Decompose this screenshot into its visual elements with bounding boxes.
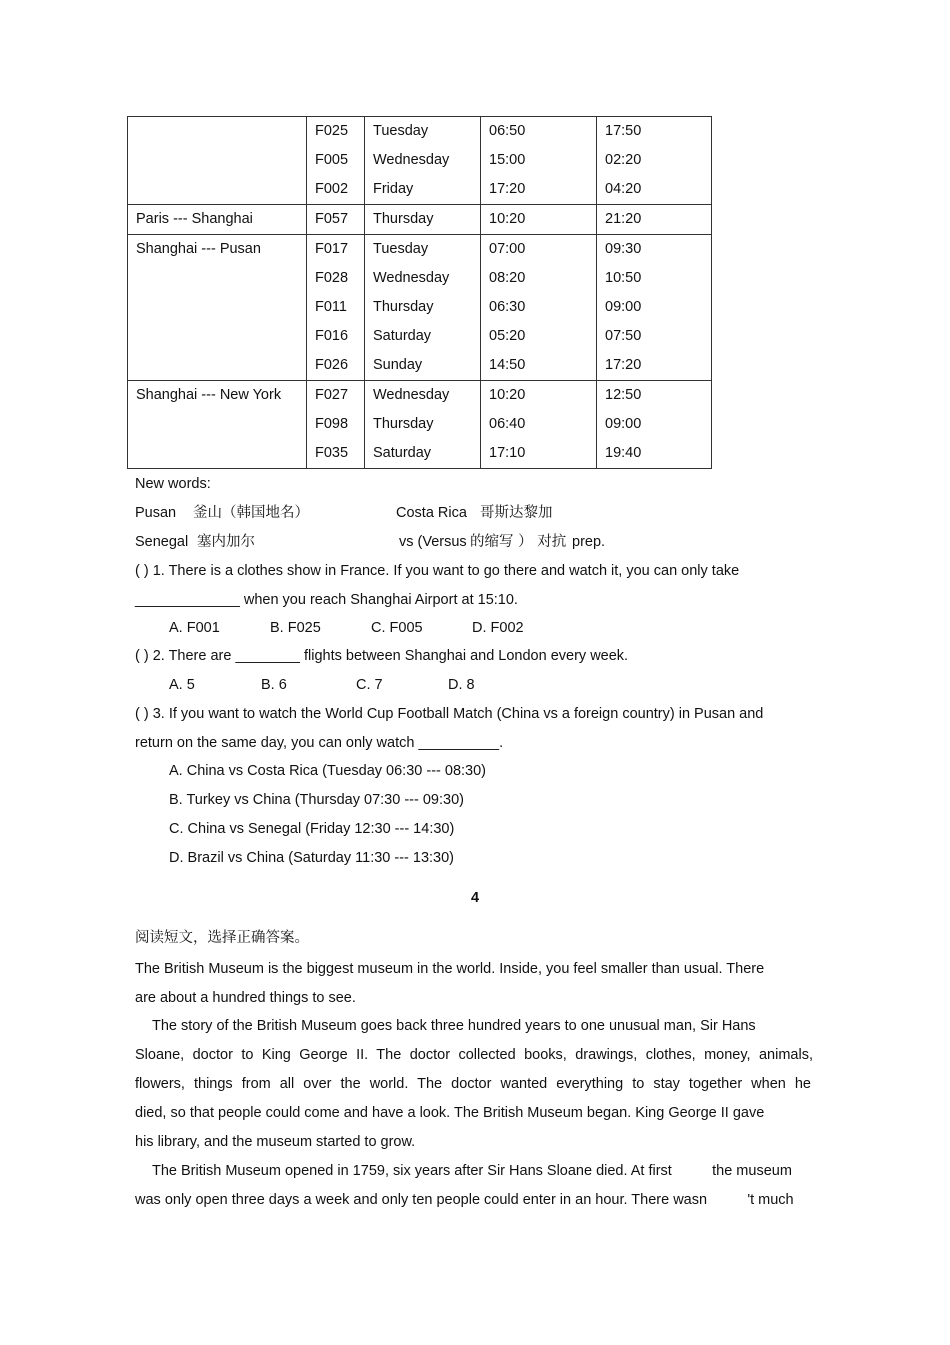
arrival-time: 09:00 bbox=[605, 299, 642, 315]
arrival-time-column-cell bbox=[597, 205, 712, 235]
question-3-text-cont: return on the same day, you can only watch __________. bbox=[135, 735, 504, 751]
flight-day: Friday bbox=[373, 181, 414, 197]
route-cell bbox=[128, 381, 307, 469]
flight-day: Thursday bbox=[373, 299, 434, 315]
word-vs-pos: prep. bbox=[572, 534, 606, 550]
flight-number: F005 bbox=[315, 152, 349, 168]
passage-line: his library, and the museum started to grow. bbox=[135, 1134, 416, 1150]
question-1-text-cont: _____________ when you reach Shanghai Airport at 15:10. bbox=[135, 592, 518, 608]
flight-day-column-cell bbox=[365, 117, 481, 205]
arrival-time: 19:40 bbox=[605, 445, 642, 461]
flight-number-column-cell bbox=[307, 235, 365, 381]
passage-line: are about a hundred things to see. bbox=[135, 990, 356, 1006]
route-name: Paris --- Shanghai bbox=[136, 211, 253, 227]
arrival-time: 04:20 bbox=[605, 181, 642, 197]
question-2-option-a: A. 5 bbox=[169, 677, 195, 693]
word-costa-en: Costa Rica bbox=[396, 505, 467, 521]
passage-line: The British Museum is the biggest museum in the world. Inside, you feel smaller than usual. There bbox=[135, 961, 765, 977]
question-1-option-d: D. F002 bbox=[472, 620, 524, 636]
flight-number: F025 bbox=[315, 123, 349, 139]
question-3-option-c: C. China vs Senegal (Friday 12:30 --- 14:30) bbox=[169, 821, 455, 837]
departure-time-column-cell bbox=[481, 381, 597, 469]
passage-line: flowers, things from all over the world. The doctor wanted everything to stay together when he bbox=[135, 1076, 811, 1092]
section-instruction: 阅读短文，选择正确答案。 bbox=[135, 930, 309, 946]
word-senegal-en: Senegal bbox=[135, 534, 189, 550]
departure-time: 06:30 bbox=[489, 299, 526, 315]
flight-day: Sunday bbox=[373, 357, 423, 373]
route-name: Shanghai --- New York bbox=[136, 387, 282, 403]
flight-day-column-cell bbox=[365, 205, 481, 235]
section-number: 4 bbox=[470, 890, 480, 906]
departure-time-column-cell bbox=[481, 235, 597, 381]
flight-day: Tuesday bbox=[373, 241, 429, 257]
flight-day: Wednesday bbox=[373, 387, 450, 403]
flight-number: F017 bbox=[315, 241, 349, 257]
word-costa-cn: 哥斯达黎加 bbox=[480, 505, 553, 521]
arrival-time: 10:50 bbox=[605, 270, 642, 286]
departure-time: 06:40 bbox=[489, 416, 526, 432]
flight-day: Saturday bbox=[373, 445, 432, 461]
arrival-time-column-cell bbox=[597, 235, 712, 381]
arrival-time: 07:50 bbox=[605, 328, 642, 344]
passage-line: died, so that people could come and have a look. The British Museum began. King George II gave bbox=[135, 1105, 765, 1121]
arrival-time: 17:20 bbox=[605, 357, 642, 373]
passage-line: Sloane, doctor to King George II. The doctor collected books, drawings, clothes, money, animals, bbox=[135, 1047, 813, 1063]
departure-time: 07:00 bbox=[489, 241, 526, 257]
route-group-row bbox=[128, 235, 712, 381]
question-2-option-d: D. 8 bbox=[448, 677, 475, 693]
arrival-time: 09:00 bbox=[605, 416, 642, 432]
question-3-text: ( ) 3. If you want to watch the World Cup Football Match (China vs a foreign country) in Pusan and bbox=[135, 706, 764, 722]
flight-number: F002 bbox=[315, 181, 349, 197]
route-name: Shanghai --- Pusan bbox=[136, 241, 261, 257]
question-3-option-a: A. China vs Costa Rica (Tuesday 06:30 --- 08:30) bbox=[169, 763, 486, 779]
question-1-option-b: B. F025 bbox=[270, 620, 321, 636]
question-2-text: ( ) 2. There are ________ flights between Shanghai and London every week. bbox=[135, 648, 629, 664]
arrival-time-column-cell bbox=[597, 381, 712, 469]
flight-number: F026 bbox=[315, 357, 349, 373]
flight-number: F016 bbox=[315, 328, 349, 344]
arrival-time: 09:30 bbox=[605, 241, 642, 257]
flight-schedule-table bbox=[127, 116, 712, 469]
route-group-row bbox=[128, 117, 712, 205]
arrival-time: 12:50 bbox=[605, 387, 642, 403]
passage-line: was only open three days a week and only ten people could enter in an hour. There wasn 't much bbox=[135, 1192, 794, 1208]
departure-time: 17:20 bbox=[489, 181, 526, 197]
route-cell bbox=[128, 117, 307, 205]
word-pusan-cn: 釜山（韩国地名） bbox=[193, 505, 309, 521]
route-group-row bbox=[128, 381, 712, 469]
flight-number: F027 bbox=[315, 387, 349, 403]
question-2-option-b: B. 6 bbox=[261, 677, 287, 693]
flight-day: Thursday bbox=[373, 211, 434, 227]
word-vs-en: vs (Versus bbox=[399, 534, 467, 550]
route-name bbox=[136, 117, 298, 146]
passage-line: The British Museum opened in 1759, six years after Sir Hans Sloane died. At first the museum bbox=[152, 1163, 792, 1179]
flight-day: Saturday bbox=[373, 328, 432, 344]
question-1-text: ( ) 1. There is a clothes show in France. If you want to go there and watch it, you can only take bbox=[135, 563, 740, 579]
question-1-option-c: C. F005 bbox=[371, 620, 423, 636]
route-group-row bbox=[128, 205, 712, 235]
word-senegal-cn: 塞内加尔 bbox=[197, 534, 255, 550]
departure-time: 14:50 bbox=[489, 357, 526, 373]
word-pusan-en: Pusan bbox=[135, 505, 177, 521]
flight-number: F028 bbox=[315, 270, 349, 286]
question-3-option-d: D. Brazil vs China (Saturday 11:30 --- 13:30) bbox=[169, 850, 455, 866]
question-1-option-a: A. F001 bbox=[169, 620, 220, 636]
departure-time: 15:00 bbox=[489, 152, 526, 168]
departure-time: 17:10 bbox=[489, 445, 526, 461]
flight-number-column-cell bbox=[307, 381, 365, 469]
flight-number-column-cell bbox=[307, 205, 365, 235]
arrival-time: 02:20 bbox=[605, 152, 642, 168]
departure-time-column-cell bbox=[481, 205, 597, 235]
flight-day: Wednesday bbox=[373, 270, 450, 286]
flight-number: F098 bbox=[315, 416, 349, 432]
flight-number: F011 bbox=[315, 299, 347, 315]
passage-line: The story of the British Museum goes back three hundred years to one unusual man, Sir Hans bbox=[152, 1018, 756, 1034]
flight-day: Tuesday bbox=[373, 123, 429, 139]
route-cell bbox=[128, 205, 307, 235]
flight-day: Wednesday bbox=[373, 152, 450, 168]
departure-time: 10:20 bbox=[489, 211, 526, 227]
question-2-option-c: C. 7 bbox=[356, 677, 383, 693]
arrival-time: 17:50 bbox=[605, 123, 642, 139]
question-3-option-b: B. Turkey vs China (Thursday 07:30 --- 09:30) bbox=[169, 792, 464, 808]
flight-number-column-cell bbox=[307, 117, 365, 205]
departure-time: 05:20 bbox=[489, 328, 526, 344]
departure-time: 06:50 bbox=[489, 123, 526, 139]
flight-number: F035 bbox=[315, 445, 349, 461]
flight-number: F057 bbox=[315, 211, 349, 227]
route-cell bbox=[128, 235, 307, 381]
new-words-heading: New words: bbox=[135, 476, 211, 492]
departure-time: 10:20 bbox=[489, 387, 526, 403]
flight-day-column-cell bbox=[365, 381, 481, 469]
departure-time-column-cell bbox=[481, 117, 597, 205]
flight-day-column-cell bbox=[365, 235, 481, 381]
flight-day: Thursday bbox=[373, 416, 434, 432]
word-vs-cn: 的缩写 ） 对抗 bbox=[470, 534, 567, 550]
arrival-time: 21:20 bbox=[605, 211, 642, 227]
departure-time: 08:20 bbox=[489, 270, 526, 286]
arrival-time-column-cell bbox=[597, 117, 712, 205]
